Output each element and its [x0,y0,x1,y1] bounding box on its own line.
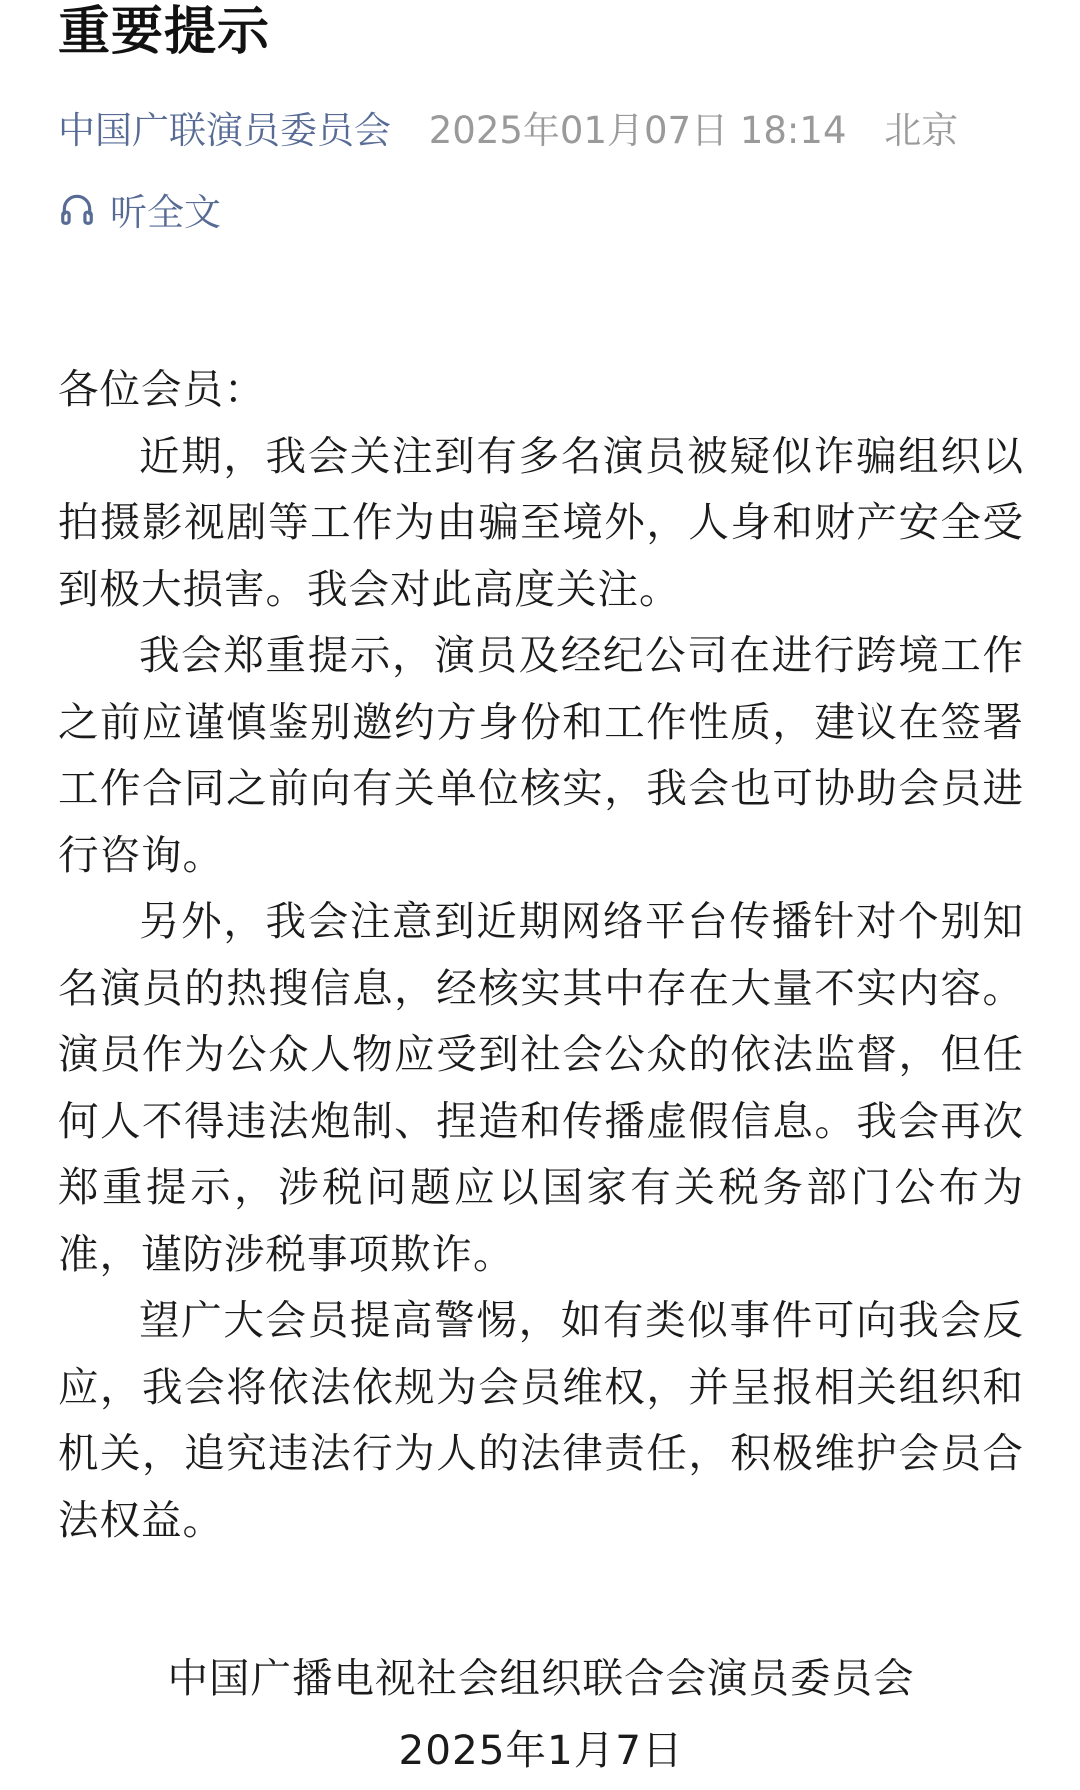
headphones-icon [58,190,96,228]
article-title: 重要提示 [58,2,271,62]
paragraph-3: 另外，我会注意到近期网络平台传播针对个别知名演员的热搜信息，经核实其中存在大量不实内容。演员作为公众人物应受到社会公众的依法监督，但任何人不得违法炮制、捏造和传播虚假信息。我会再次郑重提示，涉税问题应以国家有关税务部门公布为准，谨防涉税事项欺诈。 [58,897,1024,1278]
paragraph-4: 望广大会员提高警惕，如有类似事件可向我会反应，我会将依法依规为会员维权，并呈报相关组织和机关，追究违法行为人的法律责任，积极维护会员合法权益。 [58,1296,1024,1544]
signature-block [58,1645,1024,1783]
publish-datetime: 2025年01月07日 18:14 [428,109,847,152]
paragraph-1: 近期，我会关注到有多名演员被疑似诈骗组织以拍摄影视剧等工作为由骗至境外，人身和财产安全受到极大损害。我会对此高度关注。 [58,431,1024,613]
signature-org: 中国广播电视社会组织联合会演员委员会 [167,1654,915,1702]
article-meta [58,106,958,156]
listen-full-text-label: 听全文 [110,191,221,234]
publish-location: 北京 [884,109,959,152]
listen-full-text-button[interactable] [58,184,221,234]
greeting: 各位会员： [58,365,266,413]
paragraph-2: 我会郑重提示，演员及经纪公司在进行跨境工作之前应谨慎鉴别邀约方身份和工作性质，建议在签署工作合同之前向有关单位核实，我会也可协助会员进行咨询。 [58,631,1024,879]
account-name-link[interactable]: 中国广联演员委员会 [58,109,391,152]
signature-date: 2025年1月7日 [398,1726,684,1774]
article-body [58,356,1024,1553]
